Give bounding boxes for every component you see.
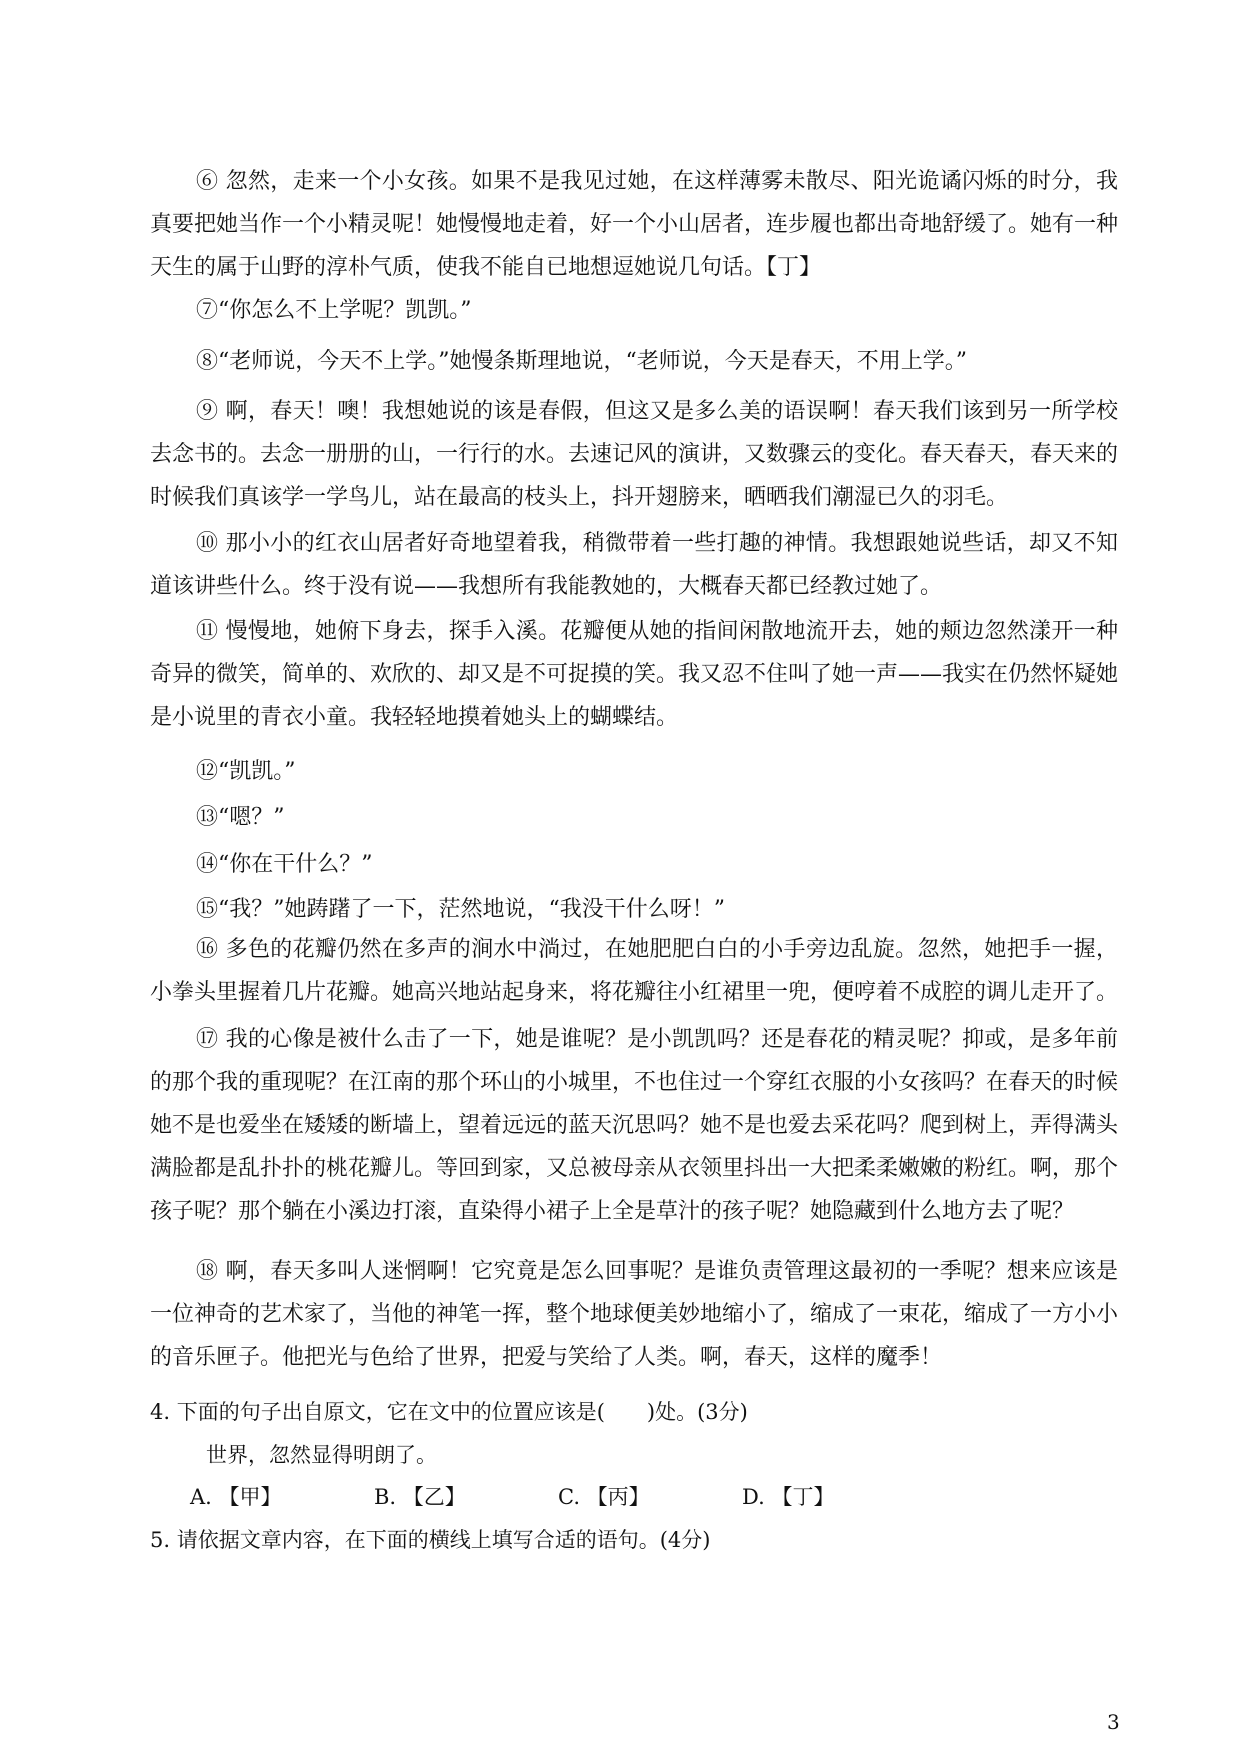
paragraph-16: ⑯ 多色的花瓣仍然在多声的涧水中淌过，在她肥肥白白的小手旁边乱旋。忽然，她把手一握，小拳头里握着几片花瓣。她高兴地站起身来，将花瓣往小红裙里一兜，便哼着不成腔的调儿走开了。 [150, 937, 1119, 1005]
question-4: 4. 下面的句子出自原文，它在文中的位置应该是( )处。(3分) [150, 1400, 748, 1424]
paragraph-9: ⑨ 啊，春天！噢！我想她说的该是春假，但这又是多么美的语误啊！春天我们该到另一所学校去念书的。去念一册册的山，一行行的水。去速记风的演讲，又数骤云的变化。春天春天，春天来的时候我们真该学一学鸟儿，站在最高的枝头上，抖开翅膀来，晒晒我们潮湿已久的羽毛。 [150, 399, 1119, 510]
paragraph-12: ⑫“凯凯。” [196, 759, 296, 784]
option-b: B. 【乙】 [374, 1485, 466, 1509]
question-4-sentence: 世界，忽然显得明朗了。 [206, 1443, 437, 1467]
paragraph-13: ⑬“嗯？” [196, 805, 285, 830]
page-number: 3 [1107, 1710, 1120, 1734]
paragraph-14: ⑭“你在干什么？” [196, 852, 373, 877]
paragraph-7: ⑦“你怎么不上学呢？凯凯。” [196, 298, 472, 323]
option-c: C. 【丙】 [558, 1485, 650, 1509]
question-5: 5. 请依据文章内容，在下面的横线上填写合适的语句。(4分) [150, 1528, 711, 1552]
paragraph-10: ⑩ 那小小的红衣山居者好奇地望着我，稍微带着一些打趣的神情。我想跟她说些话，却又不知道该讲些什么。终于没有说——我想所有我能教她的，大概春天都已经教过她了。 [150, 531, 1118, 599]
paragraph-11: ⑪ 慢慢地，她俯下身去，探手入溪。花瓣便从她的指间闲散地流开去，她的颊边忽然漾开一种奇异的微笑，简单的、欢欣的、却又是不可捉摸的笑。我又忍不住叫了她一声——我实在仍然怀疑她是小说里的青衣小童。我轻轻地摸着她头上的蝴蝶结。 [150, 619, 1119, 730]
option-a: A. 【甲】 [190, 1485, 282, 1509]
paragraph-6: ⑥ 忽然，走来一个小女孩。如果不是我见过她，在这样薄雾未散尽、阳光诡谲闪烁的时分，我真要把她当作一个小精灵呢！她慢慢地走着，好一个小山居者，连步履也都出奇地舒缓了。她有一种天生的属于山野的淳朴气质，使我不能自已地想逗她说几句话。【丁】 [150, 169, 1119, 280]
paragraph-18: ⑱ 啊，春天多叫人迷惘啊！它究竟是怎么回事呢？是谁负责管理这最初的一季呢？想来应该是一位神奇的艺术家了，当他的神笔一挥，整个地球便美妙地缩小了，缩成了一束花，缩成了一方小小的音乐匣子。他把光与色给了世界，把爱与笑给了人类。啊，春天，这样的魔季！ [150, 1259, 1119, 1370]
option-d: D. 【丁】 [742, 1485, 835, 1509]
paragraph-8: ⑧“老师说，今天不上学。”她慢条斯理地说，“老师说，今天是春天，不用上学。” [196, 349, 967, 374]
paragraph-15: ⑮“我？”她踌躇了一下，茫然地说，“我没干什么呀！” [196, 897, 725, 922]
paragraph-17: ⑰ 我的心像是被什么击了一下，她是谁呢？是小凯凯吗？还是春花的精灵呢？抑或，是多年前的那个我的重现呢？在江南的那个环山的小城里，不也住过一个穿红衣服的小女孩吗？在春天的时候她不是也爱坐在矮矮的断墙上，望着远远的蓝天沉思吗？她不是也爱去采花吗？爬到树上，弄得满头满脸都是乱扑扑的桃花瓣儿。等回到家，又总被母亲从衣领里抖出一大把柔柔嫩嫩的粉红。啊，那个孩子呢？那个躺在小溪边打滚，直染得小裙子上全是草汁的孩子呢？她隐藏到什么地方去了呢？ [150, 1027, 1119, 1224]
